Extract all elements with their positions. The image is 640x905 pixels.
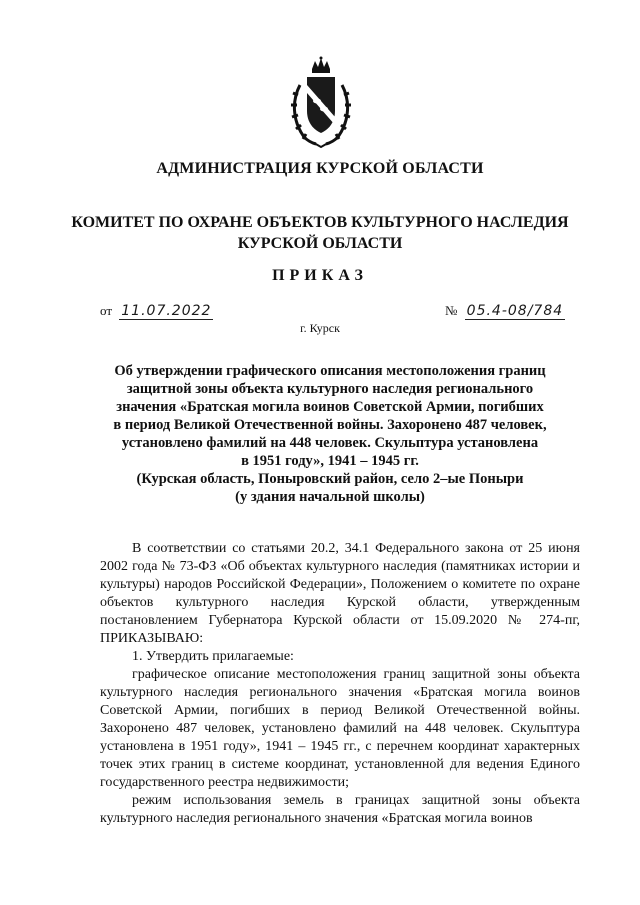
subject-line: значения «Братская могила воинов Советской Армии, погибших (116, 399, 544, 415)
order-date (100, 303, 213, 320)
subject-line: (у здания начальной школы) (235, 489, 425, 505)
coat-of-arms-icon (286, 55, 356, 150)
date-value: 11.07.2022 (121, 303, 212, 319)
order-body (100, 540, 580, 828)
body-paragraph: В соответствии со статьями 20.2, 34.1 Федерального закона от 25 июня 2002 года № 73-ФЗ «Об объектах культурного наследия (памятниках истории и культуры) народов Российской Федерации», Положением о комитете по охране объектов культурного наследия Курской области, утвержденным постановлением Губернатора Курской области от 15.09.2020 № 274-пг, ПРИКАЗЫВАЮ: (100, 541, 580, 646)
number-value: 05.4-08/784 (466, 303, 564, 319)
subject-line: в период Великой Отечественной войны. Захоронено 487 человек, (113, 417, 547, 433)
coat-of-arms-emblem (286, 55, 356, 150)
subject-line: (Курская область, Поныровский район, село 2–ые Поныри (136, 471, 524, 487)
committee-title-line1: КОМИТЕТ ПО ОХРАНЕ ОБЪЕКТОВ КУЛЬТУРНОГО НАСЛЕДИЯ (71, 214, 569, 231)
committee-title (60, 212, 580, 254)
subject-line: Об утверждении графического описания местоположения границ (114, 363, 546, 379)
city-label: г. Курск (300, 321, 340, 335)
body-paragraph: режим использования земель в границах защитной зоны объекта культурного наследия регионального значения «Братская могила воинов (100, 793, 580, 826)
number-prefix: № (445, 303, 458, 318)
body-paragraph: графическое описание местоположения границ защитной зоны объекта культурного наследия регионального значения «Братская могила воинов Советской Армии, погибших в период Великой Отечественной войны. Захоронено 487 человек, установлено фамилий на 448 человек. Скульптура установлена в 1951 году», 1941 – 1945 гг., с перечнем координат характерных точек этих границ в системе координат, установленной для ведения Единого государственного реестра недвижимости; (100, 667, 580, 790)
subject-line: в 1951 году», 1941 – 1945 гг. (241, 453, 419, 469)
administration-title: АДМИНИСТРАЦИЯ КУРСКОЙ ОБЛАСТИ (156, 160, 484, 177)
subject-line: защитной зоны объекта культурного наследия регионального (126, 381, 534, 397)
subject-line: установлено фамилий на 448 человек. Скульптура установлена (121, 435, 539, 451)
committee-title-line2: КУРСКОЙ ОБЛАСТИ (237, 235, 403, 252)
order-number (445, 303, 565, 320)
date-prefix: от (100, 303, 113, 318)
body-paragraph: 1. Утвердить прилагаемые: (132, 649, 294, 664)
document-type: ПРИКАЗ (272, 267, 368, 284)
order-subject (100, 362, 560, 506)
